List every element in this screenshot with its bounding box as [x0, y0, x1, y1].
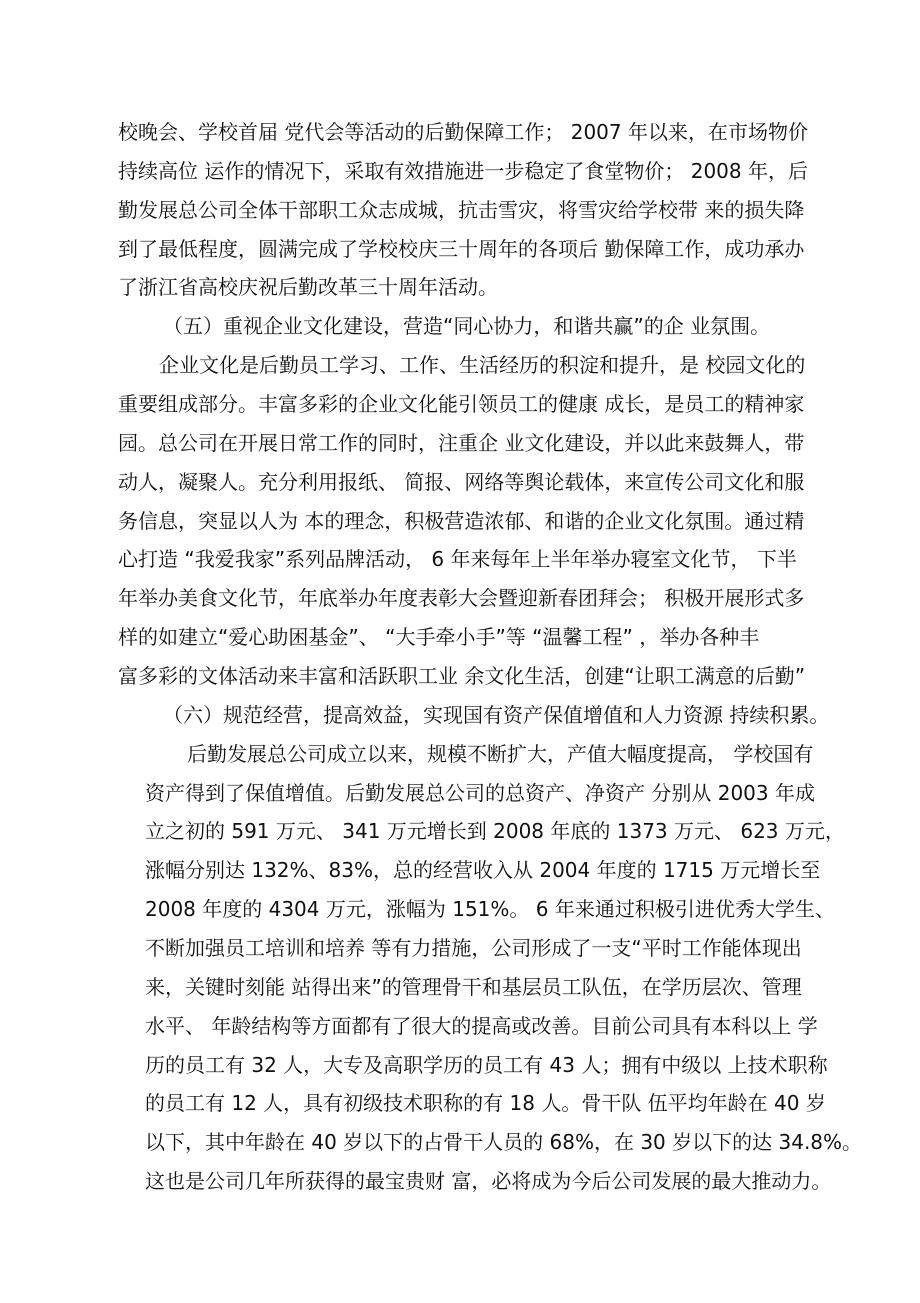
text-line: 务信息，突显以人为 本的理念，积极营造浓郁、和谐的企业文化氛围。通过精 [118, 509, 805, 533]
text-line: 年举办美食文化节，年底举办年度表彰大会暨迎新春团拜会； 积极开展形式多 [118, 586, 805, 610]
text-line: 涨幅分别达 132%、83%，总的经营收入从 2004 年度的 1715 万元增长至 [145, 858, 821, 882]
text-line: 心打造 “我爱我家”系列品牌活动， 6 年来每年上半年举办寝室文化节， 下半 [118, 547, 797, 571]
text-line: 动人，凝聚人。充分利用报纸、 简报、网络等舆论载体，来宣传公司文化和服 [118, 470, 805, 494]
text-line: 后勤发展总公司成立以来，规模不断扩大，产值大幅度提高， 学校国有 [187, 742, 814, 766]
text-line: 的员工有 12 人，具有初级技术职称的有 18 人。骨干队 伍平均年龄在 40 岁 [145, 1091, 826, 1115]
text-line: 这也是公司几年所获得的最宝贵财 富，必将成为今后公司发展的最大推动力。 [145, 1169, 832, 1193]
text-line: 到了最低程度，圆满完成了学校校庆三十周年的各项后 勤保障工作，成功承办 [118, 237, 805, 261]
section-heading: （五）重视企业文化建设，营造“同心协力，和谐共赢”的企 业氛围。 [163, 314, 771, 338]
text-line: 重要组成部分。丰富多彩的企业文化能引领员工的健康 成长，是员工的精神家 [118, 392, 805, 416]
text-line: 样的如建立“爱心助困基金”、 “大手牵小手”等 “温馨工程” ，举办各种丰 [118, 625, 760, 649]
text-line: 勤发展总公司全体干部职工众志成城，抗击雪灾，将雪灾给学校带 来的损失降 [118, 198, 805, 222]
text-line: 水平、 年龄结构等方面都有了很大的提高或改善。目前公司具有本科以上 学 [145, 1014, 818, 1038]
text-line: 校晚会、学校首届 党代会等活动的后勤保障工作； 2007 年以来，在市场物价 [118, 120, 808, 144]
section-heading: （六）规范经营，提高效益，实现国有资产保值增值和人力资源 持续积累。 [163, 703, 830, 727]
text-line: 持续高位 运作的情况下，采取有效措施进一步稳定了食堂物价； 2008 年，后 [118, 159, 808, 183]
text-line: 园。总公司在开展日常工作的同时，注重企 业文化建设，并以此来鼓舞人，带 [118, 431, 805, 455]
text-line: 资产得到了保值增值。后勤发展总公司的总资产、净资产 分别从 2003 年成 [145, 781, 815, 805]
text-line: 来，关键时刻能 站得出来”的管理骨干和基层员工队伍，在学历层次、管理 [145, 975, 802, 999]
text-line: 了浙江省高校庆祝后勤改革三十周年活动。 [118, 275, 498, 299]
text-line: 企业文化是后勤员工学习、工作、生活经历的积淀和提升，是 校园文化的 [159, 353, 806, 377]
text-line: 以下，其中年龄在 40 岁以下的占骨干人员的 68%，在 30 岁以下的达 34.8%。 [145, 1130, 863, 1154]
text-line: 富多彩的文体活动来丰富和活跃职工业 余文化生活，创建“让职工满意的后勤” [118, 664, 806, 688]
text-line: 不断加强员工培训和培养 等有力措施，公司形成了一支“平时工作能体现出 [145, 936, 802, 960]
text-line: 2008 年度的 4304 万元，涨幅为 151%。 6 年来通过积极引进优秀大学生、 [145, 897, 835, 921]
text-line: 历的员工有 32 人，大专及高职学历的员工有 43 人；拥有中级以 上技术职称 [145, 1053, 828, 1077]
text-line: 立之初的 591 万元、 341 万元增长到 2008 年底的 1373 万元、 623 万元， [145, 819, 845, 843]
